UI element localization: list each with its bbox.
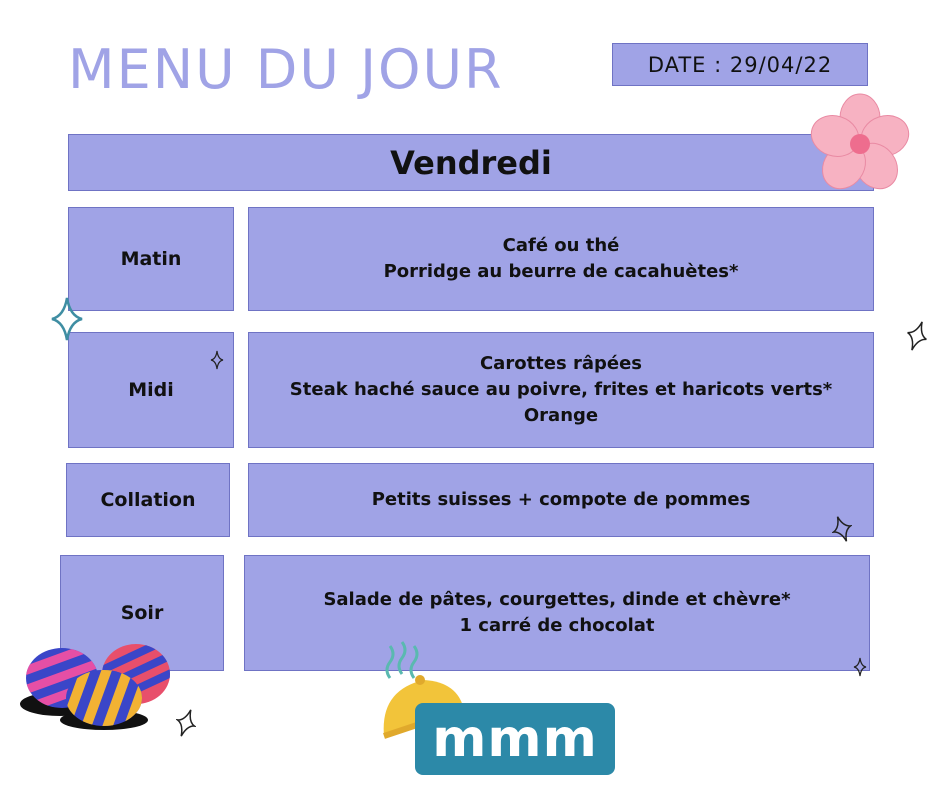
meal-label-soir: Soir — [60, 555, 224, 671]
logo: mmm — [415, 703, 615, 775]
sparkle-icon — [176, 708, 196, 738]
meal-label-midi: Midi — [68, 332, 234, 448]
easter-eggs-icon — [12, 640, 174, 732]
sparkle-icon — [906, 320, 928, 352]
meal-line: Petits suisses + compote de pommes — [371, 489, 751, 510]
flower-icon — [806, 92, 914, 192]
meal-line: Carottes râpées — [479, 353, 643, 374]
day-banner: Vendredi — [68, 134, 874, 191]
sparkle-icon — [853, 657, 867, 677]
meal-content-collation — [248, 463, 874, 537]
meal-line: Salade de pâtes, courgettes, dinde et chèvre* — [323, 589, 791, 610]
meal-label-matin: Matin — [68, 207, 234, 311]
meal-line: 1 carré de chocolat — [459, 615, 655, 636]
sparkle-icon — [210, 350, 224, 370]
sparkle-icon — [832, 515, 852, 543]
meal-line: Café ou thé — [502, 235, 620, 256]
meal-line: Steak haché sauce au poivre, frites et haricots verts* — [289, 379, 833, 400]
meal-line: Porridge au beurre de cacahuètes* — [383, 261, 739, 282]
date-box: DATE : 29/04/22 — [612, 43, 868, 86]
sparkle-icon — [50, 296, 84, 342]
meal-line: Orange — [523, 405, 599, 426]
page-title: MENU DU JOUR — [68, 38, 504, 101]
meal-label-collation: Collation — [66, 463, 230, 537]
meal-content-matin — [248, 207, 874, 311]
meal-content-midi — [248, 332, 874, 448]
meal-content-soir — [244, 555, 870, 671]
